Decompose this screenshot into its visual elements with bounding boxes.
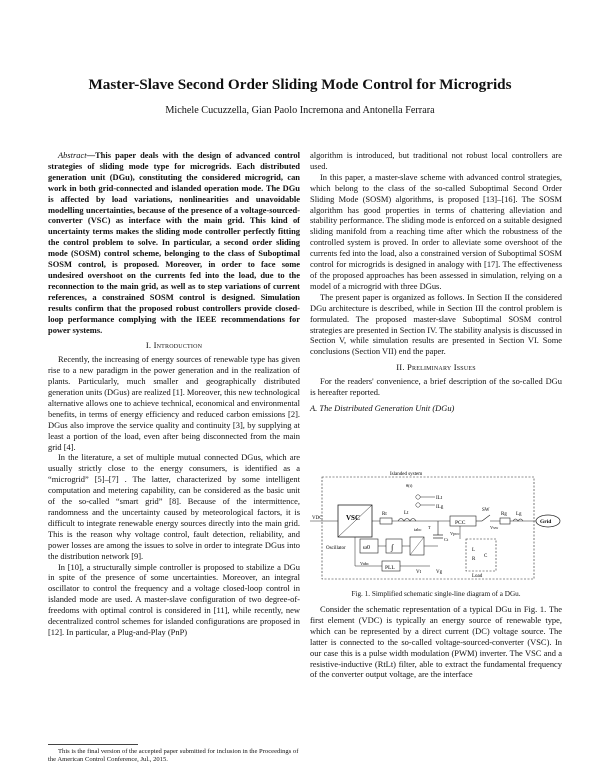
lg-label: Lg: [516, 512, 522, 517]
prelim-paragraph-1: For the readers' convenience, a brief description of the so-called DGu is hereafter reported.: [310, 376, 562, 398]
pcc-label: PCC: [455, 520, 466, 526]
intro-paragraph-2: In the literature, a set of multiple mutual connected DGus, which are usually strictly close to the energy consumers, is identified as a “microgrid” [5]–[7] . The latter, characterized by some intelligent computation and metering capability, can be considered as the basic unit of the so-called “smart grid” [8]. Because of the intermittence, randomness and the uncertainty caused by meteorological factors, it is difficult to integrate renewable energy sources directly into the main grid. This is the reason why voltage control, fault detection, reliability, and power losses are among the issues to solve in order to integrate DGus into the distribution network [9].: [48, 452, 300, 561]
integrator-block: [386, 539, 402, 553]
subsection-heading-dgu: A. The Distributed Generation Unit (DGu): [310, 402, 455, 413]
section-heading-introduction: I. Introduction: [145, 340, 203, 351]
theta-label: θ(t): [406, 483, 413, 488]
lt-label: Lt: [404, 511, 409, 516]
sw-switch: [482, 515, 490, 521]
l-component: L: [472, 548, 476, 553]
right-column-continued: [310, 604, 562, 680]
omega0-label: ω0: [363, 545, 370, 551]
intro-paragraph-1: Recently, the increasing of energy sources of renewable type has given rise to a new paradigm in the power generation and in the realization of plants. Particularly, much smaller and geographically distributed generation units (DGus) are realized [1]. Moreover, this new technological alternative allows one to achieve technical, economical and environmental benefits, in terms of energy efficiency and reduced carbon emissions [2]. DGus also improve the service quality and continuity [3], by supplying at least a portion of the load, even after being disconnected from the main grid [4].: [48, 354, 300, 452]
vdc-label: VDC: [312, 516, 323, 521]
right-paragraph-1: In this paper, a master-slave scheme with advanced control strategies, which belong to the class of the so-called Suboptimal Second Order Sliding Mode (SOSM) algorithms, is proposed [13]–[16]. The SOSM algorithm has good properties in terms of chattering alleviation and stability performance. The sliding mode is enforced on a suitable designed sliding manifold from a reaching time after which the robustness of the controlled system is proved. In order to alleviate some overshoot of the currents fed into the load, also a constrained version of Suboptimal SOSM control for microgrids is designed in analogy with [17]. The effectiveness of the proposed approaches has been assessed in simulation, relying on a model of a microgrid with three DGus.: [310, 171, 562, 291]
footnote: This is the final version of the accepted paper submitted for inclusion in the Proceedings of the American Control Conference, Jul., 2015.: [48, 748, 299, 763]
figure-caption: Fig. 1. Simplified schematic single-line diagram of a DGu.: [351, 590, 521, 598]
section-heading-preliminary: II. Preliminary Issues: [396, 362, 476, 373]
footnote-rule: [48, 744, 138, 745]
vsc-label: VSC: [346, 514, 361, 522]
rt-resistor: [380, 518, 392, 524]
right-paragraph-0: algorithm is introduced, but traditional not robust local controllers are used.: [310, 150, 562, 171]
ilt-label: ILt: [436, 496, 443, 501]
left-column: [48, 150, 300, 638]
oscillator-label: Oscillator: [326, 546, 346, 551]
vg-label: Vg: [436, 570, 443, 575]
dgu-diagram: [310, 469, 562, 584]
lt-inductor: [398, 519, 416, 522]
abstract-lead: Abstract: [58, 150, 87, 160]
t-symbol: T: [428, 525, 431, 530]
vsw-label: Vsw: [490, 525, 499, 530]
pll-label: PLL: [385, 565, 395, 571]
abstract: [48, 150, 300, 335]
load-label: Load: [472, 574, 483, 579]
dgu-schematic-figure: [310, 469, 562, 584]
right-paragraph-2: The present paper is organized as follows. In Section II the considered DGu architecture is described, while in Section III the control problem is formulated. The proposed master-slave Suboptimal SOSM control strategies are presented in Section IV. The stability analysis is discussed in Section V, while simulation results are presented in Section VI. Some conclusions (Section VII) end the paper.: [310, 291, 562, 357]
ilg-label: ILg: [436, 505, 444, 510]
iabc-label: iabc: [414, 527, 422, 532]
islanded-system-label: Islanded system: [390, 472, 423, 477]
sw-label: SW: [482, 508, 490, 513]
right-paragraph-3: Consider the schematic representation of a typical DGu in Fig. 1. The first element (VDC) is typically an energy source of renewable type, which can be represented by a direct current (DC) voltage source. The latter is connected to the so-called voltage-sourced-converter (VSC). In our case this is a pulse width modulation (PWM) inverter. The VSC and a resistive-inductive (RtLt) filter, able to extract the fundamental frequency of the converter output voltage, are the interface: [310, 604, 562, 680]
c-component: C: [484, 554, 488, 559]
vpcc-label: Vpcc: [450, 531, 460, 536]
rt-label: Rt: [382, 512, 387, 517]
paper-authors: Michele Cucuzzella, Gian Paolo Incremona and Antonella Ferrara: [165, 105, 435, 116]
r-component: R: [472, 557, 476, 562]
integrator-symbol: ∫: [391, 543, 394, 552]
grid-label: Grid: [540, 519, 552, 525]
abstract-text: —This paper deals with the design of advanced control strategies of sliding mode type for microgrids. Each distributed generation unit (DGu), constituting the considered microgrid, can work in both grid-connected and islanded operation mode. The DGu is affected by load variations, nonlinearities and unavoidable modelling uncertainties, because of the presence of a voltage-sourced-converter (VSC) as interface with the main grid. This kind of uncertainty terms makes the sliding mode controller perfectly fitting the control problem to solve. In particular, a second order sliding mode (SOSM) control scheme, belonging to the class of Suboptimal SOSM control, is proposed. Moreover, in order to face some undesired overshoot on the currents fed into the load, due to the reconnection to the main grid, as well as to step variations of current references, a constrained SOSM control is designed. Simulation results confirm that the proposed robust controllers provide closed-loop performance complying with the IEEE recommendations for power systems.: [48, 150, 300, 335]
right-column: [310, 150, 562, 418]
load-box: [466, 539, 496, 571]
rg-resistor: [500, 518, 510, 524]
intro-paragraph-3: In [10], a structurally simple controller is proposed to stabilize a DGu in spite of the presence of some uncertainties. Moreover, an integral oscillator to control the frequency and a voltage closed-loop control in islanded mode are used. A master-slave configuration of two degree-of-freedoms with optimal control is considered in [11], while recently, new decentralized control schemes for islanded configurations are proposed in [12]. In particular, a Plug-and-Play (PnP): [48, 561, 300, 637]
rg-label: Rg: [501, 512, 507, 517]
vabc-label: Vabc: [360, 561, 369, 566]
ct-label: Ct: [444, 537, 449, 542]
vt-label: Vt: [416, 570, 421, 575]
paper-title: Master-Slave Second Order Sliding Mode Control for Microgrids: [88, 76, 512, 93]
